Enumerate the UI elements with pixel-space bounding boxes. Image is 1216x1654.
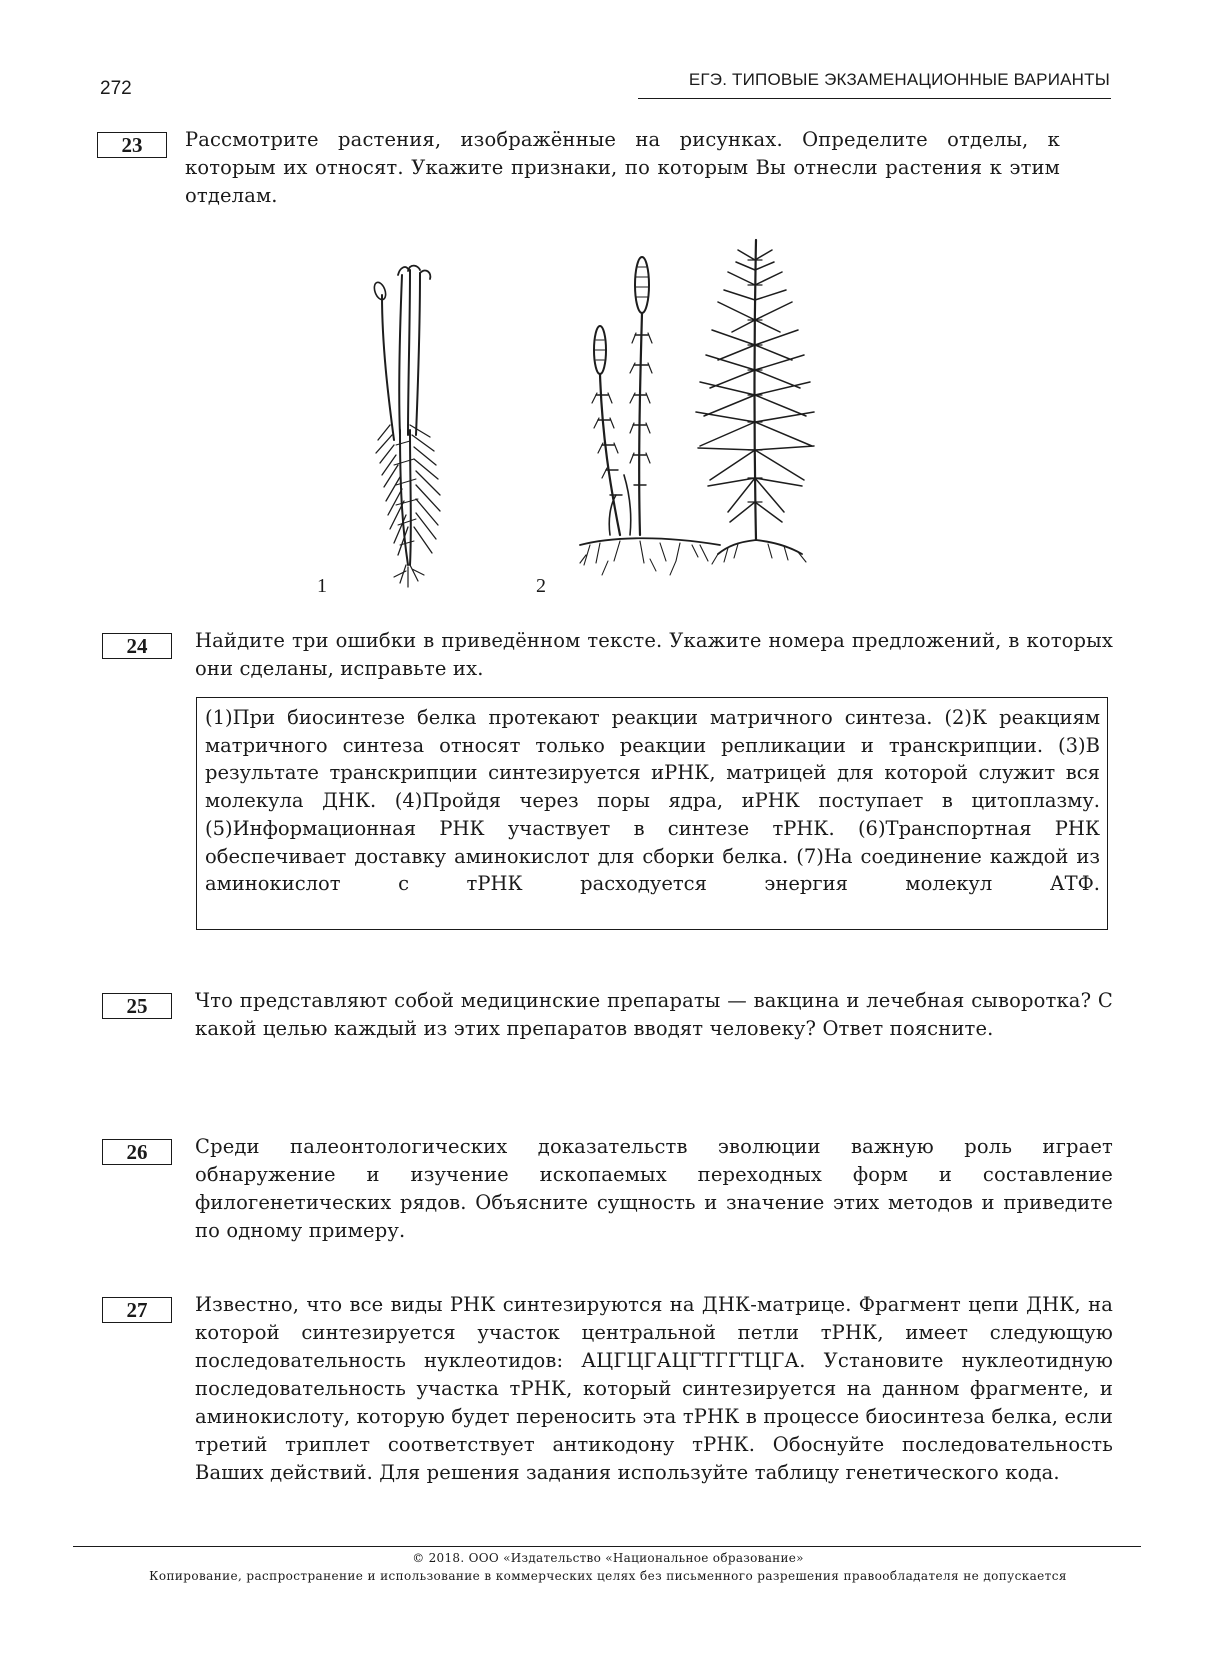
footer-rule xyxy=(73,1546,1141,1547)
task-number-23: 23 xyxy=(97,132,167,158)
task-number-27: 27 xyxy=(102,1297,172,1323)
horsetail-summer-shoot-icon xyxy=(688,240,848,600)
task-text-23: Рассмотрите растения, изображённые на рисунках. Определите отделы, к которым их относят. Укажите признаки, по которым Вы отнесли растения к этим отделам. xyxy=(185,128,1060,207)
task-number-26: 26 xyxy=(102,1139,172,1165)
figure-label-2: 2 xyxy=(536,575,546,597)
task-number-25: 25 xyxy=(102,993,172,1019)
running-title: ЕГЭ. ТИПОВЫЕ ЭКЗАМЕНАЦИОННЫЕ ВАРИАНТЫ xyxy=(688,70,1110,89)
header-rule xyxy=(638,98,1111,99)
task-text-26: Среди палеонтологических доказательств эволюции важную роль играет обнаружение и изучение ископаемых переходных форм и составление филогенетических рядов. Объясните сущность и значение этих методов и приведите по одному примеру. xyxy=(195,1135,1113,1242)
footer-notice: Копирование, распространение и использование в коммерческих целях без письменного разрешения правообладателя не допускается xyxy=(149,1569,1067,1583)
figure-label-1: 1 xyxy=(317,575,327,597)
task-text-27: Известно, что все виды РНК синтезируются на ДНК-матрице. Фрагмент цепи ДНК, на которой синтезируется участок центральной петли тРНК, имеет следующую последовательность нуклеотидов: АЦГЦГАЦГТГГТЦГА. Установите нуклеотидную последовательность участка тРНК, который синтезируется на данном фрагменте, и аминокислоту, которую будет переносить эта тРНК в процессе биосинтеза белка, если третий триплет соответствует антикодону тРНК. Обоснуйте последовательность Ваших действий. Для решения задания используйте таблицу генетического кода. xyxy=(195,1293,1113,1484)
task-number-24: 24 xyxy=(102,633,172,659)
task-text-24: Найдите три ошибки в приведённом тексте. Укажите номера предложений, в которых они сделаны, исправьте их. xyxy=(195,629,1113,680)
task24-error-text: (1)При биосинтезе белка протекают реакции матричного синтеза. (2)К реакциям матричного синтеза относят только реакции репликации и транскрипции. (3)В результате транскрипции синтезируется иРНК, матрицей для которой служит вся молекула ДНК. (4)Пройдя через поры ядра, иРНК поступает в цитоплазму. (5)Информационная РНК участвует в синтезе тРНК. (6)Транспортная РНК обеспечивает доставку аминокислот для сборки белка. (7)На соединение каждой из аминокислот с тРНК расходуется энергия молекул АТФ. xyxy=(205,706,1100,896)
moss-plant-icon xyxy=(370,265,460,595)
task-text-25: Что представляют собой медицинские препараты — вакцина и лечебная сыворотка? С какой целью каждый из этих препаратов вводят человеку? Ответ поясните. xyxy=(195,989,1113,1040)
footer-copyright: © 2018. ООО «Издательство «Национальное образование» xyxy=(412,1551,804,1565)
page-number: 272 xyxy=(100,78,132,99)
